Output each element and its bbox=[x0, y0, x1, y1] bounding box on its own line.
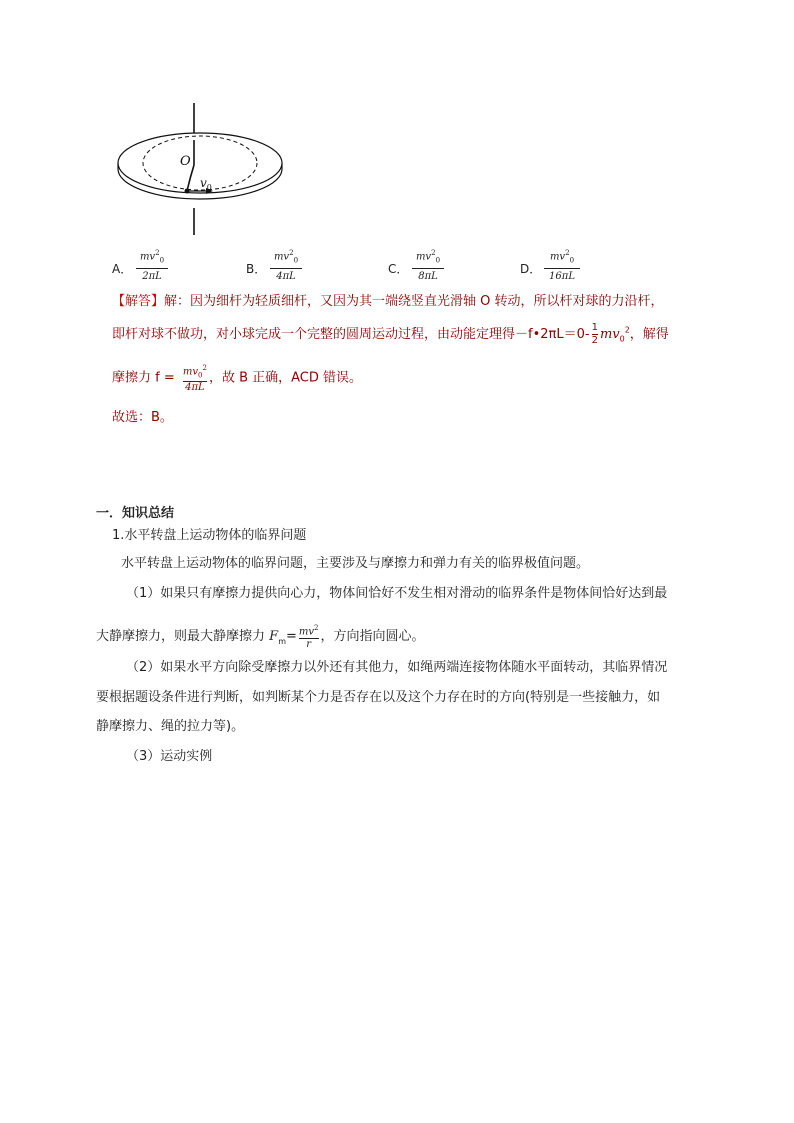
turntable-figure bbox=[112, 103, 288, 235]
answer-line-3: 摩擦力 f = $\frac{mv_0^2}{4\pi L}$ ，故 B 正确，ACD 错误。 bbox=[112, 364, 363, 394]
label-v: $v_0$ bbox=[200, 176, 212, 192]
label-o: O bbox=[180, 154, 191, 169]
option-a bbox=[112, 246, 192, 282]
summary-paragraph-4: （3）运动实例 bbox=[126, 749, 213, 764]
summary-paragraph-3-line-2: 要根据题设条件进行判断，如判断某个力是否存在以及这个力存在时的方向(特别是一些接触力，如 bbox=[96, 690, 661, 705]
summary-heading: 一．知识总结 bbox=[96, 506, 175, 521]
summary-paragraph-1: 水平转盘上运动物体的临界问题，主要涉及与摩擦力和弹力有关的临界极值问题。 bbox=[121, 556, 590, 571]
summary-subheading: 1.水平转盘上运动物体的临界问题 bbox=[112, 528, 307, 543]
answer-line-4: 故选：B。 bbox=[112, 410, 173, 425]
option-b bbox=[246, 246, 326, 282]
option-c bbox=[388, 246, 468, 282]
option-fraction: $mv^2_0$ 4πL bbox=[268, 246, 304, 284]
answer-line-1 bbox=[112, 294, 664, 310]
option-fraction: $mv^2_0$ 8πL bbox=[410, 246, 446, 284]
summary-paragraph-2-line-2: 大静摩擦力，则最大静摩擦力 $F_m=$ $\frac{mv^2}{r}$ ，方向指向圆心。 bbox=[96, 624, 425, 651]
option-fraction: $mv^2_0$ 2πL bbox=[134, 246, 170, 284]
option-d bbox=[520, 246, 600, 282]
summary-paragraph-3-line-1: （2）如果水平方向除受摩擦力以外还有其他力，如绳两端连接物体随水平面转动，其临界情况 bbox=[126, 660, 668, 675]
answer-tag: 【解答】 bbox=[112, 294, 165, 309]
option-letter: C． bbox=[388, 262, 409, 276]
option-letter: D． bbox=[520, 262, 542, 276]
summary-paragraph-3-line-3: 静摩擦力、绳的拉力等)。 bbox=[96, 719, 245, 734]
summary-paragraph-2-line-1: （1）如果只有摩擦力提供向心力，物体间恰好不发生相对滑动的临界条件是物体间恰好达到最 bbox=[126, 586, 668, 601]
option-letter: A． bbox=[112, 262, 133, 276]
option-fraction: $mv^2_0$ 16πL bbox=[542, 246, 582, 284]
option-letter: B． bbox=[246, 262, 267, 276]
answer-line-2: 即杆对球不做功，对小球完成一个完整的圆周运动过程，由动能定理得－f•2πL＝0- $\frac{1}{2}$ $mv_0^2$，解得 bbox=[112, 322, 669, 346]
answer-text: 解：因为细杆为轻质细杆，又因为其一端绕竖直光滑轴 O 转动，所以杆对球的力沿杆， bbox=[164, 294, 664, 309]
